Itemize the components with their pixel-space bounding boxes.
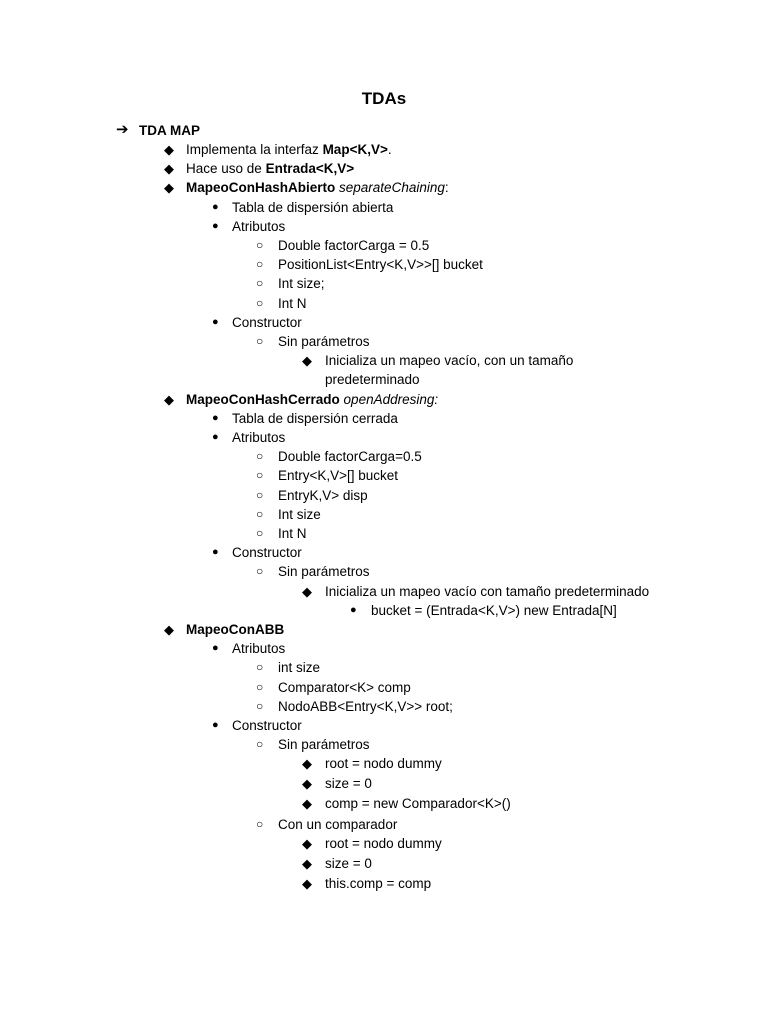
circle-bullet-icon: ○ [256,699,264,713]
circle-bullet-icon: ○ [256,468,264,482]
list-item: Atributos [232,430,286,445]
list-item: Int N [278,526,307,541]
diamond-bullet-icon: ◆ [302,856,312,871]
dot-bullet-icon: ● [212,316,219,328]
list-item: Inicializa un mapeo vacío con tamaño predeterminado [325,584,650,599]
list-item: Double factorCarga=0.5 [278,449,422,464]
page-title: TDAs [361,89,407,108]
circle-bullet-icon: ○ [256,238,264,252]
arrow-bullet-icon: ➔ [116,121,129,138]
list-item: Sin parámetros [278,737,370,752]
diamond-bullet-icon: ◆ [164,142,174,157]
list-item: Con un comparador [278,817,398,832]
dot-bullet-icon: ● [350,604,357,616]
list-item: bucket = (Entrada<K,V>) new Entrada[N] [371,603,617,618]
diamond-bullet-icon: ◆ [302,836,312,851]
hash-cerrado-name: MapeoConHashCerrado [186,392,340,407]
list-item: int size [278,660,321,675]
circle-bullet-icon: ○ [256,257,264,271]
list-item: Tabla de dispersión abierta [232,200,394,215]
dot-bullet-icon: ● [212,412,219,424]
dot-bullet-icon: ● [212,220,219,232]
implementa-text: Implementa la interfaz [186,142,323,157]
list-item: Int size; [278,276,325,291]
section-heading-tda-map: TDA MAP [139,123,200,138]
map-interface-name: Map<K,V> [322,142,388,157]
list-item-hash-abierto [186,178,449,197]
circle-bullet-icon: ○ [256,680,264,694]
list-item-implementa [186,140,392,159]
list-item: NodoABB<Entry<K,V>> root; [278,699,453,714]
circle-bullet-icon: ○ [256,526,264,540]
list-item: Constructor [232,545,302,560]
circle-bullet-icon: ○ [256,334,264,348]
circle-bullet-icon: ○ [256,276,264,290]
entrada-class-name: Entrada<K,V> [265,161,355,176]
circle-bullet-icon: ○ [256,737,264,751]
circle-bullet-icon: ○ [256,660,264,674]
implementa-period: . [387,142,392,157]
diamond-bullet-icon: ◆ [164,161,174,176]
diamond-bullet-icon: ◆ [164,622,174,637]
list-item: Entry<K,V>[] bucket [278,468,399,483]
list-item: size = 0 [325,776,372,791]
diamond-bullet-icon: ◆ [302,756,312,771]
list-item-hash-cerrado [186,390,438,409]
list-item: EntryK,V> disp [278,488,368,503]
list-item: root = nodo dummy [325,756,442,771]
dot-bullet-icon: ● [212,546,219,558]
list-item: Atributos [232,641,286,656]
circle-bullet-icon: ○ [256,449,264,463]
circle-bullet-icon: ○ [256,817,264,831]
list-item: Inicializa un mapeo vacío, con un tamaño [325,353,574,368]
list-item: Int size [278,507,321,522]
list-item: root = nodo dummy [325,836,442,851]
circle-bullet-icon: ○ [256,296,264,310]
diamond-bullet-icon: ◆ [302,353,312,368]
list-item: Sin parámetros [278,564,370,579]
diamond-bullet-icon: ◆ [164,180,174,195]
list-item: Comparator<K> comp [278,680,411,695]
list-item: Constructor [232,315,302,330]
hash-abierto-strategy: separateChaining [339,180,445,195]
dot-bullet-icon: ● [212,431,219,443]
diamond-bullet-icon: ◆ [302,876,312,891]
list-item: Int N [278,296,307,311]
hash-abierto-name: MapeoConHashAbierto [186,180,336,195]
circle-bullet-icon: ○ [256,488,264,502]
list-item: Sin parámetros [278,334,370,349]
dot-bullet-icon: ● [212,719,219,731]
list-item: this.comp = comp [325,876,432,891]
diamond-bullet-icon: ◆ [164,392,174,407]
diamond-bullet-icon: ◆ [302,776,312,791]
diamond-bullet-icon: ◆ [302,584,312,599]
dot-bullet-icon: ● [212,642,219,654]
dot-bullet-icon: ● [212,201,219,213]
circle-bullet-icon: ○ [256,507,264,521]
hace-uso-text: Hace uso de [186,161,266,176]
list-item-mapeo-abb: MapeoConABB [186,622,285,637]
list-item: Atributos [232,219,286,234]
list-item: Double factorCarga = 0.5 [278,238,430,253]
list-item: Tabla de dispersión cerrada [232,411,398,426]
list-item: comp = new Comparador<K>() [325,796,511,811]
list-item: PositionList<Entry<K,V>>[] bucket [278,257,483,272]
diamond-bullet-icon: ◆ [302,796,312,811]
list-item: size = 0 [325,856,372,871]
circle-bullet-icon: ○ [256,564,264,578]
list-item-hace-uso [186,159,354,178]
hash-cerrado-strategy: openAddresing: [343,392,439,407]
hash-abierto-colon: : [444,180,449,195]
list-item-continuation: predeterminado [325,372,420,387]
list-item: Constructor [232,718,302,733]
